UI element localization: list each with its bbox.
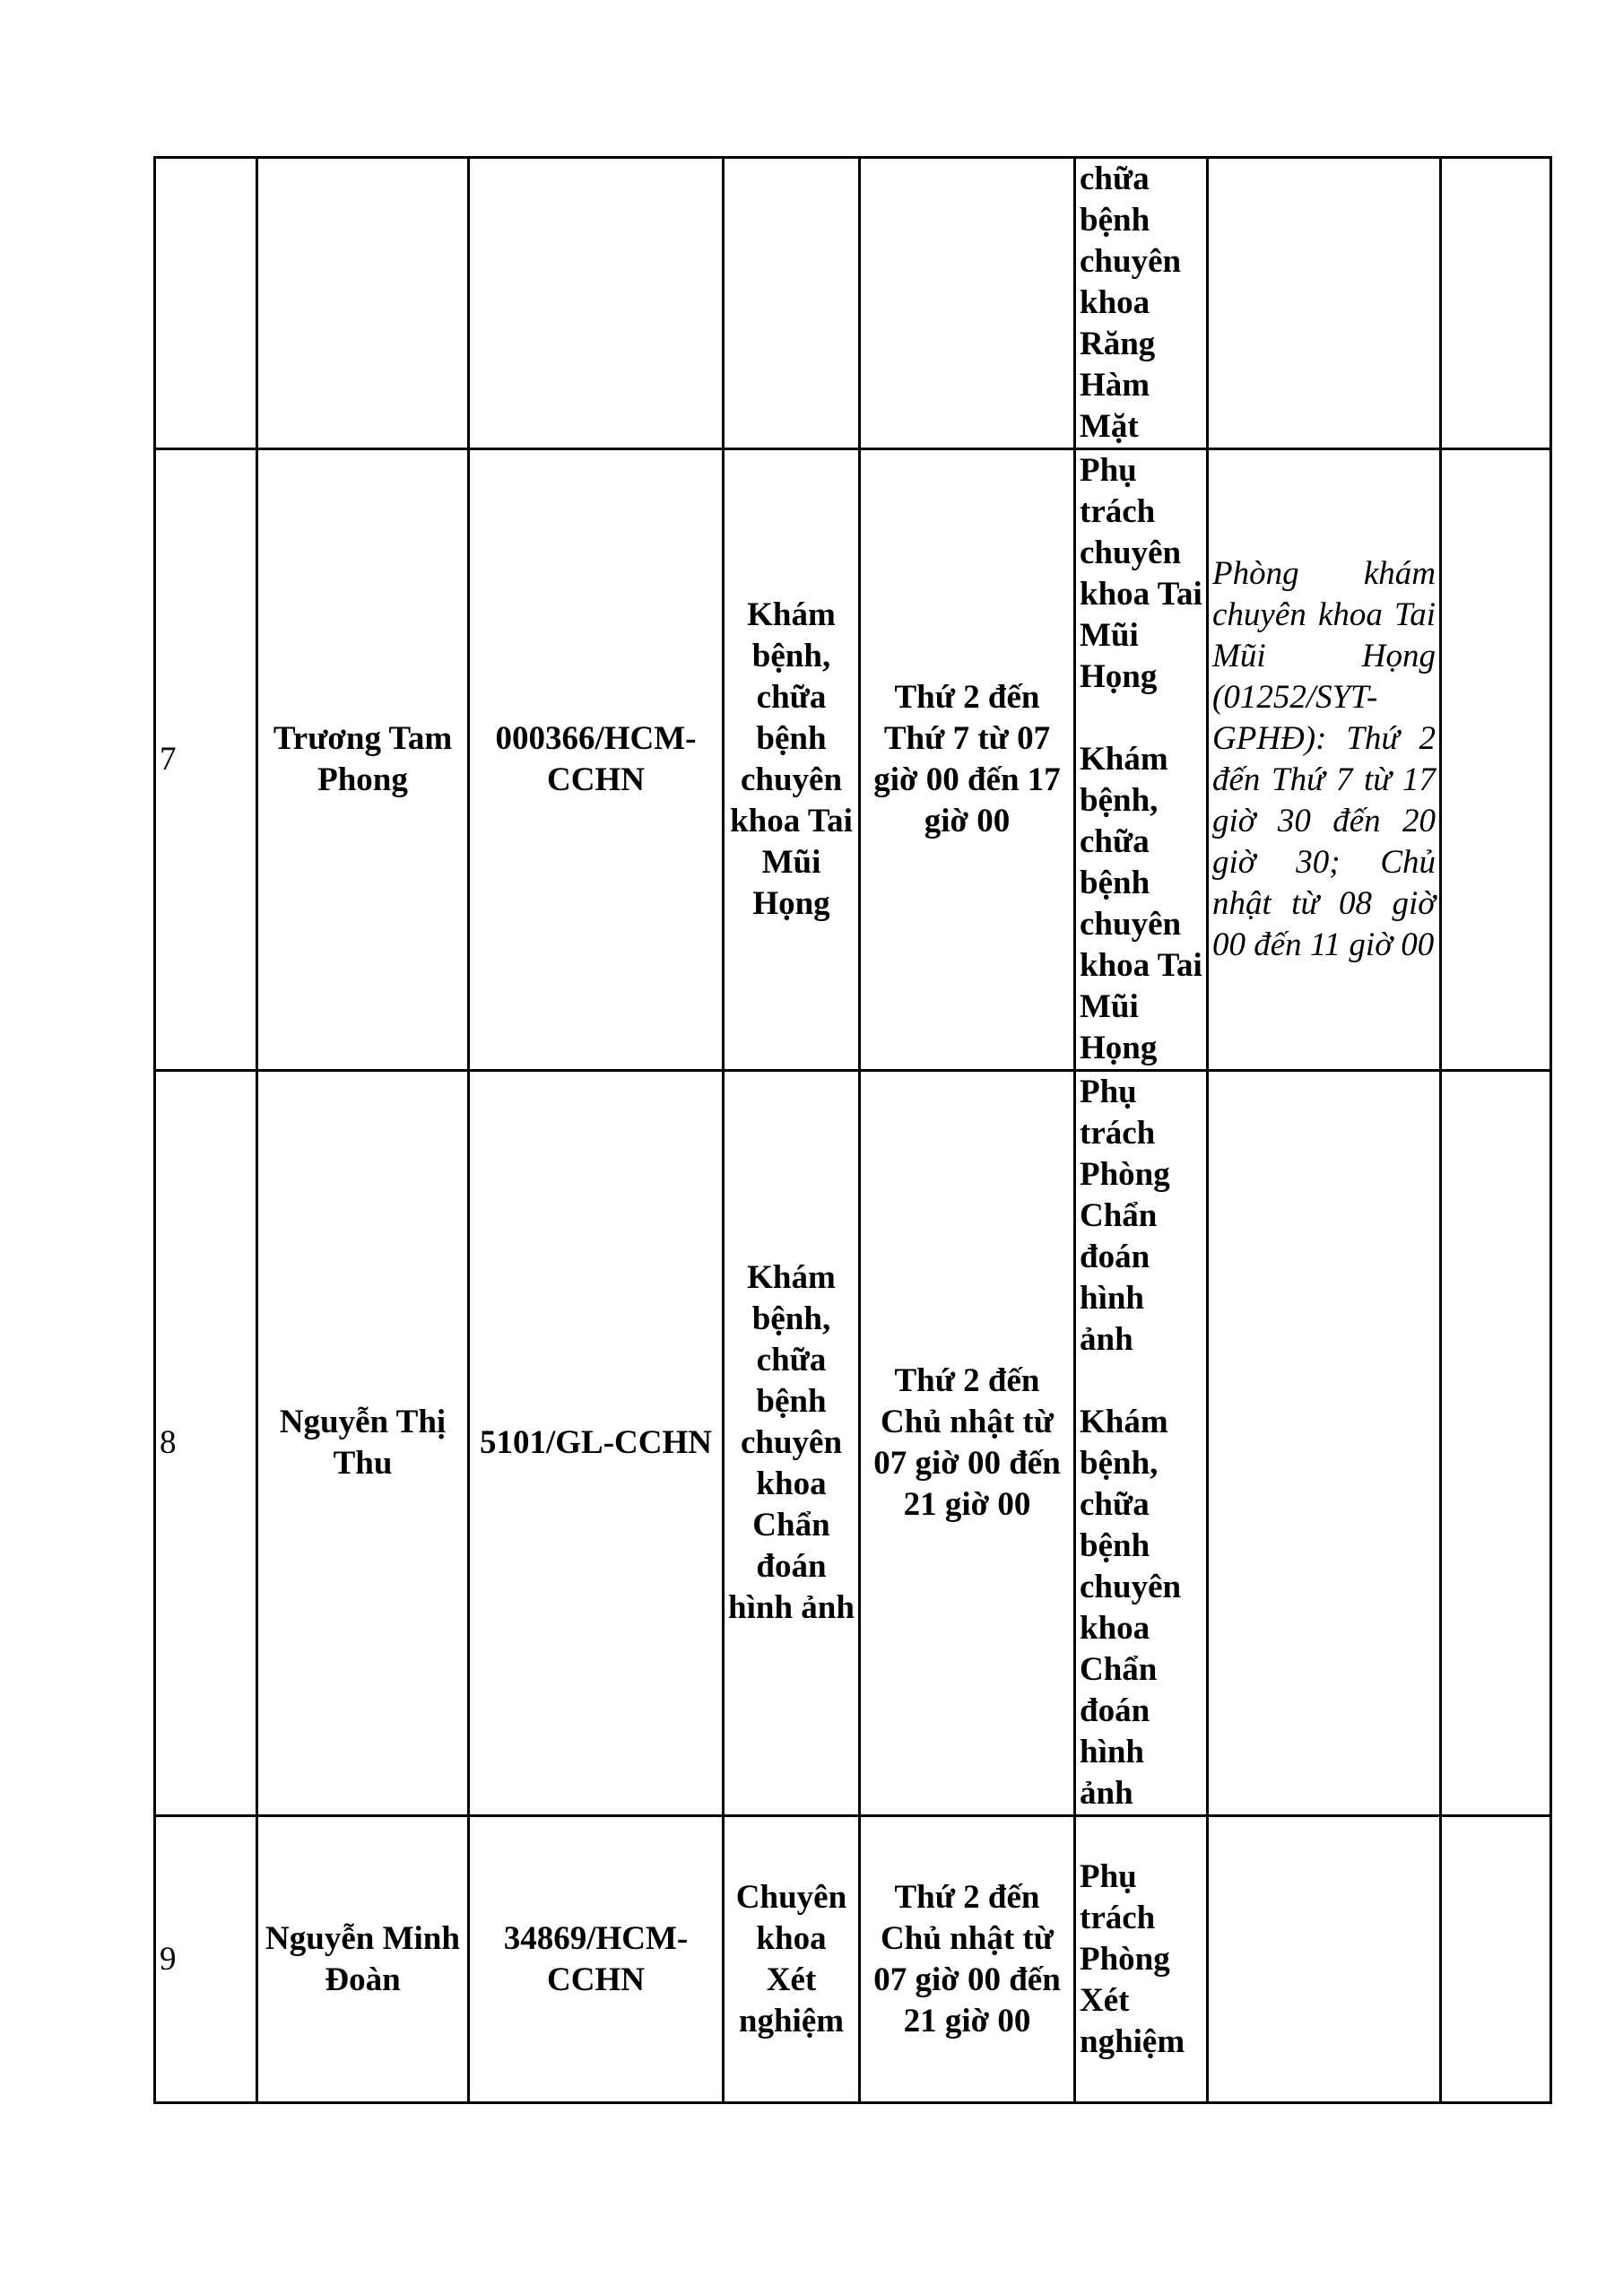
practice-scope: Khám bệnh, chữa bệnh chuyên khoa Chẩn đoán hình ảnh bbox=[724, 1071, 860, 1816]
role-primary: Phụ trách Phòng Chẩn đoán hình ảnh bbox=[1080, 1074, 1170, 1358]
assigned-role bbox=[1075, 1816, 1208, 2103]
remarks-cell bbox=[1441, 1816, 1551, 2103]
other-workplace-note: Phòng khám chuyên khoa Tai Mũi Họng (01252/SYT-GPHĐ): Thứ 2 đến Thứ 7 từ 17 giờ 30 đến 20 giờ 30; Chủ nhật từ 08 giờ 00 đến 11 giờ 00 bbox=[1208, 449, 1441, 1071]
row-number bbox=[155, 158, 257, 449]
table-row bbox=[155, 1816, 1551, 2103]
row-number: 9 bbox=[155, 1816, 257, 2103]
role-text: chữa bệnh chuyên khoa Răng Hàm Mặt bbox=[1080, 161, 1182, 445]
certificate-number bbox=[469, 158, 724, 449]
remarks-cell bbox=[1441, 1071, 1551, 1816]
working-hours: Thứ 2 đến Chủ nhật từ 07 giờ 00 đến 21 giờ 00 bbox=[860, 1816, 1075, 2103]
assigned-role bbox=[1075, 1071, 1208, 1816]
other-workplace-note bbox=[1208, 1816, 1441, 2103]
practitioner-name bbox=[257, 158, 469, 449]
certificate-number: 5101/GL-CCHN bbox=[469, 1071, 724, 1816]
row-number: 8 bbox=[155, 1071, 257, 1816]
practice-scope: Khám bệnh, chữa bệnh chuyên khoa Tai Mũi Họng bbox=[724, 449, 860, 1071]
row-number: 7 bbox=[155, 449, 257, 1071]
certificate-number: 000366/HCM-CCHN bbox=[469, 449, 724, 1071]
working-hours bbox=[860, 158, 1075, 449]
table-row bbox=[155, 449, 1551, 1071]
other-workplace-note bbox=[1208, 158, 1441, 449]
remarks-cell bbox=[1441, 158, 1551, 449]
role-primary: Phụ trách Phòng Xét nghiệm bbox=[1080, 1857, 1185, 2060]
practice-scope bbox=[724, 158, 860, 449]
role-secondary: Khám bệnh, chữa bệnh chuyên khoa Tai Mũi Họng bbox=[1080, 741, 1202, 1066]
practitioner-name: Nguyễn Minh Đoàn bbox=[257, 1816, 469, 2103]
working-hours: Thứ 2 đến Chủ nhật từ 07 giờ 00 đến 21 giờ 00 bbox=[860, 1071, 1075, 1816]
role-primary: Phụ trách chuyên khoa Tai Mũi Họng bbox=[1080, 452, 1202, 695]
remarks-cell bbox=[1441, 449, 1551, 1071]
role-secondary: Khám bệnh, chữa bệnh chuyên khoa Chẩn đoán hình ảnh bbox=[1080, 1404, 1182, 1812]
other-workplace-note bbox=[1208, 1071, 1441, 1816]
staff-table bbox=[153, 156, 1552, 2104]
practitioner-name: Trương Tam Phong bbox=[257, 449, 469, 1071]
practice-scope: Chuyên khoa Xét nghiệm bbox=[724, 1816, 860, 2103]
assigned-role bbox=[1075, 449, 1208, 1071]
assigned-role bbox=[1075, 158, 1208, 449]
working-hours: Thứ 2 đến Thứ 7 từ 07 giờ 00 đến 17 giờ 00 bbox=[860, 449, 1075, 1071]
certificate-number: 34869/HCM-CCHN bbox=[469, 1816, 724, 2103]
practitioner-name: Nguyễn Thị Thu bbox=[257, 1071, 469, 1816]
table-row bbox=[155, 158, 1551, 449]
table-row bbox=[155, 1071, 1551, 1816]
